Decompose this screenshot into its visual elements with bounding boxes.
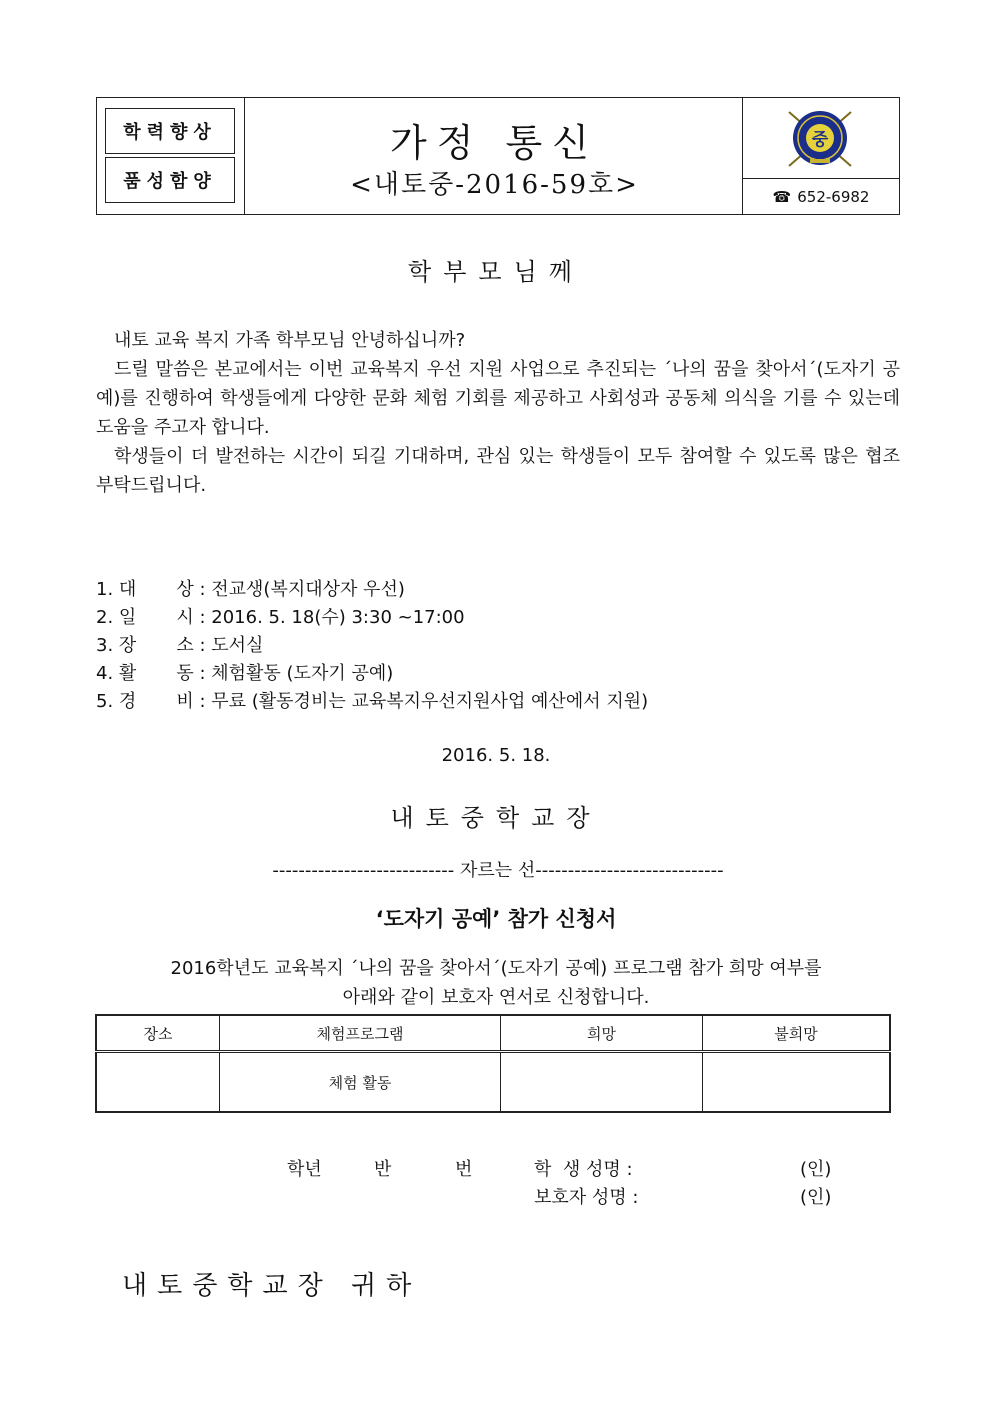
cell-program: 체험 활동	[220, 1052, 501, 1113]
grade-label: 학년	[287, 1159, 322, 1180]
greeting: 학부모님께	[408, 258, 584, 286]
footer-addressee: 내토중학교장 귀하	[122, 1271, 422, 1301]
paragraph-3	[96, 442, 900, 500]
guardian-seal: (인)	[800, 1187, 832, 1208]
issue-date: 2016. 5. 18.	[441, 745, 551, 766]
header-box	[96, 97, 900, 215]
motto-2: 품성함양	[105, 157, 235, 203]
motto-panel	[97, 98, 245, 214]
class-label: 반	[374, 1159, 392, 1180]
phone-row	[743, 178, 899, 215]
student-seal: (인)	[800, 1159, 832, 1180]
paragraph-2	[96, 355, 900, 442]
form-title: ‘도자기 공예’ 참가 신청서	[375, 907, 617, 931]
paragraph-1	[96, 326, 900, 355]
table-row	[96, 1052, 890, 1113]
column-header: 불희망	[703, 1015, 891, 1052]
detail-row: 5. 경 비 : 무료 (활동경비는 교육복지우선지원사업 예산에서 지원)	[96, 691, 649, 712]
cell-wish[interactable]	[501, 1052, 703, 1113]
school-emblem-icon	[783, 106, 857, 170]
column-header: 체험프로그램	[220, 1015, 501, 1052]
cell-no-wish[interactable]	[703, 1052, 891, 1113]
cell-location[interactable]	[96, 1052, 220, 1113]
number-label: 번	[455, 1159, 473, 1180]
cut-line: ---------------------------- 자르는 선-----------------------------	[272, 860, 724, 881]
form-description-line-2: 아래와 같이 보호자 연서로 신청합니다.	[342, 987, 650, 1008]
newsletter-title: 가정 통신	[390, 121, 599, 165]
column-header: 장소	[96, 1015, 220, 1052]
table-header-row	[96, 1015, 890, 1052]
details-list	[96, 576, 648, 716]
phone-number: 652-6982	[797, 188, 870, 206]
application-table	[95, 1014, 891, 1113]
paragraph-3-text: 학생들이 더 발전하는 시간이 되길 기대하며, 관심 있는 학생들이 모두 참여할 수 있도록 많은 협조 부탁드립니다.	[96, 446, 900, 496]
motto-1: 학력향상	[105, 108, 235, 154]
column-header: 희망	[501, 1015, 703, 1052]
logo-panel	[742, 98, 899, 214]
guardian-name-label: 보호자 성명 :	[534, 1187, 639, 1208]
issue-number: <내토중-2016-59호>	[350, 170, 639, 200]
detail-row: 2. 일 시 : 2016. 5. 18(수) 3:30 ~17:00	[96, 607, 465, 628]
form-description-line-1: 2016학년도 교육복지 ´나의 꿈을 찾아서´(도자기 공예) 프로그램 참가 희망 여부를	[170, 958, 822, 979]
detail-row: 4. 활 동 : 체험활동 (도자기 공예)	[96, 663, 394, 684]
phone-icon: ☎	[772, 188, 792, 206]
detail-row: 1. 대 상 : 전교생(복지대상자 우선)	[96, 579, 405, 600]
principal-signature: 내토중학교장	[390, 804, 602, 832]
svg-text:중: 중	[811, 130, 829, 150]
paragraph-1-text: 내토 교육 복지 가족 학부모님 안녕하십니까?	[114, 330, 466, 351]
student-name-label: 학 생 성명 :	[534, 1159, 633, 1180]
detail-row: 3. 장 소 : 도서실	[96, 635, 264, 656]
paragraph-2-text: 드릴 말씀은 본교에서는 이번 교육복지 우선 지원 사업으로 추진되는 ´나의 꿈을 찾아서´(도자기 공예)를 진행하여 학생들에게 다양한 문화 체험 기회를 제공하고 사회성과 공동체 의식을 기를 수 있는데 도움을 주고자 합니다.	[96, 359, 900, 438]
form-description	[0, 954, 992, 1012]
